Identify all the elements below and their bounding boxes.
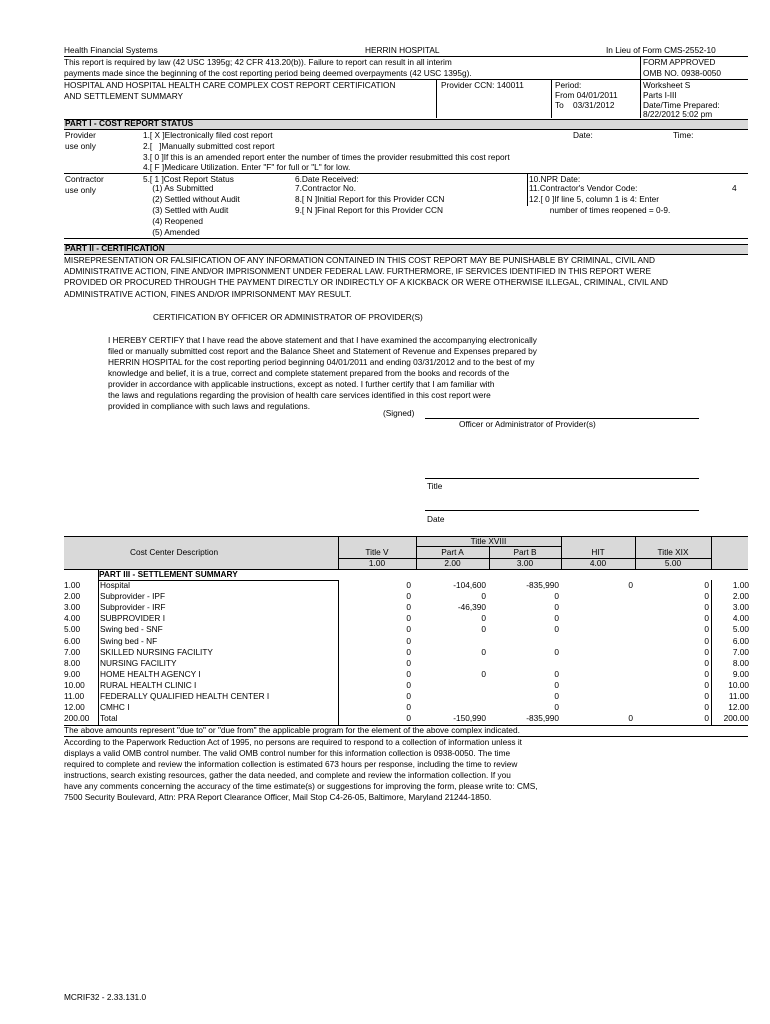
worksheet-label: Worksheet S [643,80,691,90]
paperwork-line-5: have any comments concerning the accuracy of the time estimate(s) or suggestions for improving the form, please write to: CMS, [64,781,538,791]
settlement-footnote: The above amounts represent "due to" or "due from" the applicable program for the element of the above complex indicated. [64,725,520,735]
row-part-b: 0 [554,613,559,624]
worksheet-parts: Parts I-III [643,90,677,100]
cert-text-4: knowledge and belief, it is a true, correct and complete statement prepared from the books and records of the [108,368,510,378]
row-part-b: 0 [554,702,559,713]
paperwork-line-6: 7500 Security Boulevard, Attn: PRA Report Clearance Officer, Mail Stop C4-26-05, Baltimore, Maryland 21244-1850. [64,792,492,802]
legal-notice-line1: This report is required by law (42 USC 1395g; 42 CFR 413.20(b)). Failure to report can result in all interim [64,57,452,67]
row-title19: 0 [704,613,709,624]
row-part-a: 0 [481,613,486,624]
row-title19: 0 [704,679,709,690]
paperwork-line-3: required to complete and review the information collection is estimated 673 hours per response, including the time to review [64,759,518,769]
date-prepared-label: Date/Time Prepared: [643,100,720,110]
row-title19: 0 [704,668,709,679]
period-label: Period: [555,80,582,90]
row-title5: 0 [406,591,411,602]
col-hit: HIT [591,547,605,557]
provider-use-label2: use only [65,141,96,151]
part1-item-1: 1.[ X ]Electronically filed cost report [143,130,273,140]
signed-label: (Signed) [383,408,415,418]
row-title19: 0 [704,602,709,613]
row-title19: 0 [704,580,709,590]
row-part-b: 0 [554,691,559,701]
row-part-a: -150,990 [453,713,486,724]
status-line-1: (1) As Submitted [143,183,214,193]
row-title5: 0 [406,702,411,713]
col-title19: Title XIX [657,547,689,557]
right-line-1: 11.Contractor's Vendor Code: [529,183,638,193]
colnum-3: 3.00 [516,558,534,568]
row-part-a: -104,600 [453,580,486,590]
row-title19: 0 [704,713,709,724]
warning-line-2: ADMINISTRATIVE ACTION, FINE AND/OR IMPRISONMENT UNDER FEDERAL LAW. FURTHERMORE, IF SERVICES IDENTIFIED IN THIS REPORT WERE [64,266,651,276]
col-title5: Title V [365,547,389,557]
row-title19: 0 [704,646,709,657]
colnum-4: 4.00 [589,558,607,568]
row-line-number-right: 8.00 [732,657,749,668]
row-line-number: 9.00 [64,668,81,679]
row-line-number-right: 3.00 [732,602,749,613]
row-part-a: 0 [481,624,486,635]
row-line-number: 10.00 [64,679,85,690]
row-part-b: 0 [554,646,559,657]
report-title-line2: AND SETTLEMENT SUMMARY [64,91,184,101]
status-line-2: (2) Settled without Audit [143,194,240,204]
row-title5: 0 [406,613,411,624]
row-description: CMHC I [100,702,130,713]
row-part-b: 0 [554,668,559,679]
status-line-5: (5) Amended [143,227,200,237]
row-part-b: -835,990 [526,580,559,590]
row-title5: 0 [406,646,411,657]
certification-heading: CERTIFICATION BY OFFICER OR ADMINISTRATOR OF PROVIDER(S) [153,312,423,322]
row-line-number-right: 9.00 [732,668,749,679]
row-description: SKILLED NURSING FACILITY [100,646,213,657]
row-part-b: 0 [554,591,559,602]
hospital-name: HERRIN HOSPITAL [365,45,440,55]
row-description: HOME HEALTH AGENCY I [100,668,201,679]
part1-date-label: Date: [573,130,593,140]
row-description: FEDERALLY QUALIFIED HEALTH CENTER I [100,691,270,701]
part3-title: PART III - SETTLEMENT SUMMARY [99,569,238,579]
row-description: Swing bed - SNF [100,624,163,635]
row-description: RURAL HEALTH CLINIC I [100,679,197,690]
row-line-number-right: 12.00 [728,702,749,713]
row-description: Swing bed - NF [100,635,158,646]
mid-line-1: 7.Contractor No. [295,183,356,193]
status-line-3: (3) Settled with Audit [143,205,229,215]
report-title-line1: HOSPITAL AND HOSPITAL HEALTH CARE COMPLEX COST REPORT CERTIFICATION [64,80,396,90]
form-reference: In Lieu of Form CMS-2552-10 [606,45,716,55]
warning-line-3: PROVIDED OR PROCURED THROUGH THE PAYMENT DIRECTLY OR INDIRECTLY OF A KICKBACK OR WERE OTHERWISE ILLEGAL, CRIMINAL, CIVIL AND [64,277,668,287]
cert-text-7: provided in compliance with such laws and regulations. [108,401,311,411]
paperwork-line-1: According to the Paperwork Reduction Act of 1995, no persons are required to respond to a collection of information unless it [64,737,522,747]
title-label: Title [427,481,443,491]
colnum-2: 2.00 [444,558,461,568]
row-title19: 0 [704,624,709,635]
mid-line-0: 6.Date Received: [295,174,359,184]
cert-text-1: I HEREBY CERTIFY that I have read the above statement and that I have examined the accompanying electronically [108,335,537,345]
row-hit: 0 [628,713,633,724]
period-from: From 04/01/2011 [555,90,618,100]
row-description: NURSING FACILITY [100,657,177,668]
mid-line-2: 8.[ N ]Initial Report for this Provider CCN [295,194,445,204]
row-title5: 0 [406,679,411,690]
provider-ccn: Provider CCN: 140011 [441,80,524,90]
officer-label: Officer or Administrator of Provider(s) [459,419,596,429]
row-line-number-right: 1.00 [732,580,749,590]
omb-number: OMB NO. 0938-0050 [643,68,721,78]
row-part-a: 0 [481,668,486,679]
row-title5: 0 [406,624,411,635]
row-line-number: 12.00 [64,702,85,713]
col-part-a: Part A [441,547,464,557]
colnum-1: 1.00 [368,558,386,568]
row-description: SUBPROVIDER I [100,613,166,624]
cert-text-2: filed or manually submitted cost report and the Balance Sheet and Statement of Revenue and Expenses prepared by [108,346,537,356]
row-line-number: 5.00 [64,624,81,635]
part1-item-2: 2.[ ]Manually submitted cost report [143,141,275,151]
row-title19: 0 [704,702,709,713]
legal-notice-line2: payments made since the beginning of the cost reporting period being deemed overpayments (42 USC 1395g). [64,68,472,78]
date-prepared-value: 8/22/2012 5:02 pm [643,109,713,119]
row-title5: 0 [406,580,411,590]
row-title19: 0 [704,657,709,668]
warning-line-4: ADMINISTRATIVE ACTION, FINES AND/OR IMPRISONMENT MAY RESULT. [64,289,352,299]
row-hit: 0 [628,580,633,590]
row-line-number: 4.00 [64,613,81,624]
row-part-b: -835,990 [526,713,559,724]
col-part-b: Part B [513,547,537,557]
row-line-number-right: 4.00 [732,613,749,624]
row-line-number-right: 5.00 [732,624,749,635]
row-line-number: 3.00 [64,602,81,613]
part2-title: PART II - CERTIFICATION [65,243,165,253]
row-description: Total [100,713,118,724]
status-line-0: 5.[ 1 ]Cost Report Status [143,174,234,184]
row-description: Subprovider - IPF [100,591,166,602]
right-line-3: number of times reopened = 0-9. [529,205,671,215]
part1-title: PART I - COST REPORT STATUS [65,118,194,128]
row-part-b: 0 [554,624,559,635]
row-line-number-right: 10.00 [728,679,749,690]
colnum-5: 5.00 [664,558,682,568]
row-line-number: 8.00 [64,657,81,668]
row-line-number: 2.00 [64,591,81,602]
provider-use-label1: Provider [65,130,96,140]
footer-code: MCRIF32 - 2.33.131.0 [64,992,147,1002]
row-description: Subprovider - IRF [100,602,166,613]
system-name: Health Financial Systems [64,45,158,55]
row-title5: 0 [406,602,411,613]
cert-text-5: provider in accordance with applicable instructions, except as noted. I further certify that I am familiar with [108,379,495,389]
contractor-use-label1: Contractor [65,174,104,184]
right-line-2: 12.[ 0 ]If line 5, column 1 is 4: Enter [529,194,660,204]
row-line-number: 7.00 [64,646,81,657]
status-line-4: (4) Reopened [143,216,203,226]
row-line-number-right: 11.00 [728,691,749,701]
row-part-a: 0 [481,646,486,657]
row-part-b: 0 [554,602,559,613]
row-part-a: -46,390 [457,602,486,613]
row-line-number: 11.00 [64,691,85,701]
row-line-number: 200.00 [64,713,90,724]
part1-time-label: Time: [673,130,694,140]
form-approved: FORM APPROVED [643,57,716,67]
col-title18: Title XVIII [470,536,507,546]
right-line-0: 10.NPR Date: [529,174,581,184]
cert-text-3: HERRIN HOSPITAL for the cost reporting period beginning 04/01/2011 and ending 03/31/2012 and to the best of my [108,357,535,367]
row-title19: 0 [704,635,709,646]
contractor-use-label2: use only [65,185,96,195]
row-title19: 0 [704,591,709,602]
mid-line-3: 9.[ N ]Final Report for this Provider CCN [295,205,444,215]
row-description: Hospital [100,580,130,590]
row-part-a: 0 [481,591,486,602]
row-line-number-right: 200.00 [723,713,749,724]
col-description: Cost Center Description [130,547,219,557]
row-line-number: 1.00 [64,580,81,590]
row-title5: 0 [406,668,411,679]
row-title19: 0 [704,691,709,701]
row-line-number-right: 6.00 [732,635,749,646]
row-title5: 0 [406,713,411,724]
row-title5: 0 [406,691,411,701]
part1-item-4: 4.[ F ]Medicare Utilization. Enter "F" for full or "L" for low. [143,162,351,172]
date-label: Date [427,514,445,524]
paperwork-line-4: instructions, search existing resources, gather the data needed, and complete and review the information collection. If you [64,770,511,780]
row-line-number: 6.00 [64,635,81,646]
row-line-number-right: 7.00 [732,646,749,657]
warning-line-1: MISREPRESENTATION OR FALSIFICATION OF ANY INFORMATION CONTAINED IN THIS COST REPORT MAY BE PUNISHABLE BY CRIMINAL, CIVIL AND [64,255,656,265]
cert-text-6: the laws and regulations regarding the provision of health care services identified in this cost report were [108,390,491,400]
period-to: To 03/31/2012 [555,100,615,110]
part1-item-3: 3.[ 0 ]If this is an amended report enter the number of times the provider resubmitted this cost report [143,152,510,162]
row-title5: 0 [406,657,411,668]
row-line-number-right: 2.00 [732,591,749,602]
paperwork-line-2: displays a valid OMB control number. The valid OMB control number for this information collection is 0938-0050. The time [64,748,511,758]
vendor-code: 4 [732,183,737,193]
row-title5: 0 [406,635,411,646]
row-part-b: 0 [554,679,559,690]
